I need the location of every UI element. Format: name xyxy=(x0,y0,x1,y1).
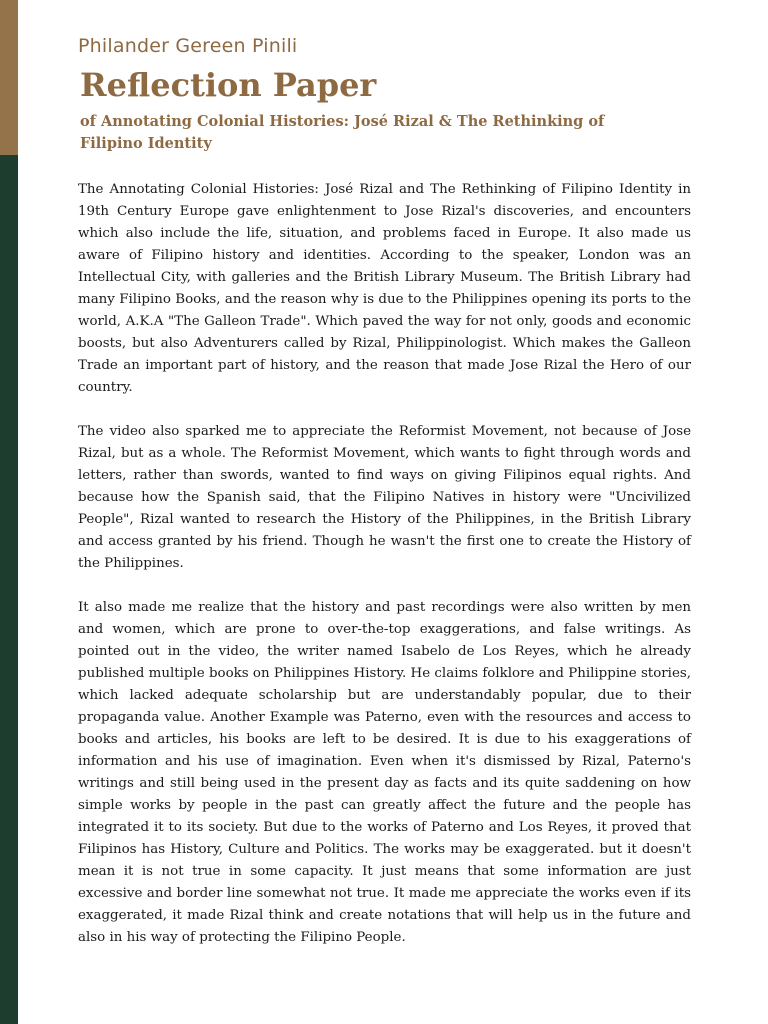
body-paragraph-3: It also made me realize that the history and past recordings were also written by men and women, which are prone to over-the-top exaggerations, and false writings. As pointed out in the video, the writer named Isabelo de Los Reyes, which he already published multiple books on Philippines History. He claims folklore and Philippine stories, which lacked adequate scholarship but are understandably popular, due to their propaganda value. Another Example was Paterno, even with the resources and access to books and articles, his books are left to be desired. It is due to his exaggerations of information and his use of imagination. Even when it's dismissed by Rizal, Paterno's writings and still being used in the present day as facts and its quite saddening on how simple works by people in the past can greatly affect the future and the people has integrated it to its society. But due to the works of Paterno and Los Reyes, it proved that Filipinos has History, Culture and Politics. The works may be exaggerated. but it doesn't mean it is not true in some capacity. It just means that some information are just excessive and border line somewhat not true. It made me appreciate the works even if its exaggerated, it made Rizal think and create notations that will help us in the future and also in his way of protecting the Filipino People. xyxy=(78,600,691,945)
side-accent-bar-green xyxy=(0,155,18,1024)
document-title: Reflection Paper xyxy=(80,66,377,104)
body-paragraph-2: The video also sparked me to appreciate the Reformist Movement, not because of Jose Rizal, but as a whole. The Reformist Movement, which wants to fight through words and letters, rather than swords, wanted to find ways on giving Filipinos equal rights. And because how the Spanish said, that the Filipino Natives in history were "Uncivilized People", Rizal wanted to research the History of the Philippines, in the British Library and access granted by his friend. Though he wasn't the first one to create the History of the Philippines. xyxy=(78,424,691,571)
document-body xyxy=(78,179,691,971)
side-accent-bar-gold xyxy=(0,0,18,155)
document-subtitle: of Annotating Colonial Histories: José Rizal & The Rethinking of Filipino Identity xyxy=(80,113,605,152)
body-paragraph-1: The Annotating Colonial Histories: José Rizal and The Rethinking of Filipino Identity in 19th Century Europe gave enlightenment to Jose Rizal's discoveries, and encounters which also include the life, situation, and problems faced in Europe. It also made us aware of Filipino history and identities. According to the speaker, London was an Intellectual City, with galleries and the British Library Museum. The British Library had many Filipino Books, and the reason why is due to the Philippines opening its ports to the world, A.K.A "The Galleon Trade". Which paved the way for not only, goods and economic boosts, but also Adventurers called by Rizal, Philippinologist. Which makes the Galleon Trade an important part of history, and the reason that made Jose Rizal the Hero of our country. xyxy=(78,182,691,395)
author-name: Philander Gereen Pinili xyxy=(78,35,298,57)
document-header xyxy=(78,33,718,155)
